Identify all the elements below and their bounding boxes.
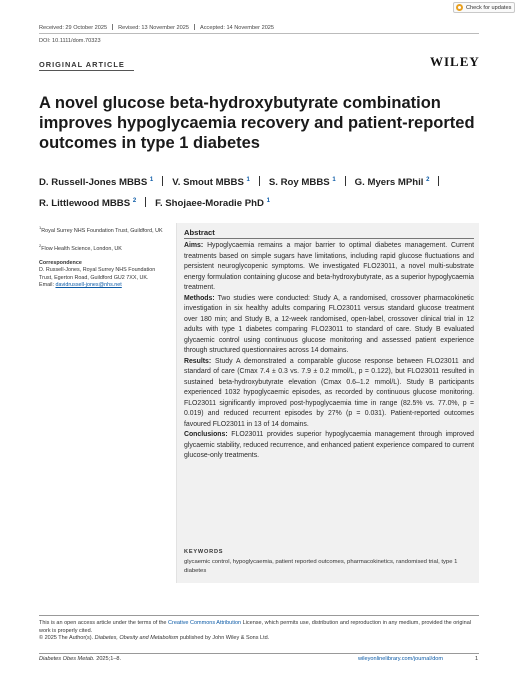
keywords-heading: KEYWORDS <box>184 549 224 555</box>
received-date: Received: 29 October 2025 <box>39 25 108 31</box>
journal-url-link[interactable]: wileyonlinelibrary.com/journal/dom <box>358 656 444 662</box>
correspondence-heading: Correspondence <box>39 260 82 267</box>
header-divider <box>39 33 479 34</box>
author-divider <box>145 197 146 207</box>
license-text: This is an open access article under the terms of the Creative Commons Attribution License, which permits use, distribution and reproduction in any medium, provided the original work is properly cited. <box>39 620 471 634</box>
date-divider <box>112 24 113 30</box>
abstract-methods: Methods: Two studies were conducted: Study A, a randomised, crossover pharmacokinetic investigation in six healthy adults comparing FLO23011 versus standard glucose treatment over 180 min; and Study B, a 12-week randomised, open-label, crossover clinical trial in 12 adults with type 1 diabetes comparing FLO23011 to standard of care. Study B evaluated glycaemic control using continuous glucose monitoring and assessed patient experience through structured questionnaires across 14 domains. <box>184 294 475 354</box>
doi[interactable]: DOI: 10.1111/dom.70323 <box>39 38 101 44</box>
abstract-aims: Aims: Hypoglycaemia remains a major barrier to optimal diabetes management. Current treatments based on simple sugars have limitations, including rapid glucose fluctuations and persistent neuroglycopenic symptoms. We investigated FLO23011, a novel multi-substrate energy formulation containing glucose and beta-hydroxybutyrate, as a superior hypoglycaemia treatment. <box>184 242 474 291</box>
page-number: 1 <box>475 656 479 662</box>
creative-commons-link[interactable]: Creative Commons Attribution <box>168 620 242 626</box>
affiliations <box>39 224 167 296</box>
affiliation-1: $^1$Royal Surrey NHS Foundation Trust, Guildford, UK <box>39 225 163 234</box>
author[interactable]: F. Shojaee-Moradie PhD $^1$ <box>155 198 270 209</box>
author[interactable]: R. Littlewood MBBS $^2$ <box>39 198 137 209</box>
article-title: A novel glucose beta-hydroxybutyrate combination improves hypoglycaemia recovery and patient-reported outcomes in type 1 diabetes <box>39 94 475 152</box>
revised-date: Revised: 13 November 2025 <box>118 25 190 31</box>
author[interactable]: V. Smout MBBS $^1$ <box>172 177 250 188</box>
article-type: ORIGINAL ARTICLE <box>39 60 125 69</box>
check-for-updates-label: Check for updates <box>466 4 512 11</box>
footer-divider <box>39 653 479 654</box>
crossmark-icon <box>456 4 463 11</box>
author-divider <box>259 176 260 186</box>
article-type-underline <box>39 70 134 71</box>
author[interactable]: G. Myers MPhil $^2$ <box>354 177 430 188</box>
author[interactable]: D. Russell-Jones MBBS $^1$ <box>39 177 154 188</box>
author-divider <box>162 176 163 186</box>
keywords-list: glycaemic control, hypoglycaemia, patient reported outcomes, pharmacokinetics, randomised trial, type 1 diabetes <box>184 559 458 574</box>
date-divider <box>194 24 195 30</box>
accepted-date: Accepted: 14 November 2025 <box>200 25 275 31</box>
abstract-conclusions: Conclusions: FLO23011 provides superior hypoglycaemia management through improved glycaemic stability, reduced recurrence, and enhanced patient experience compared to current glucose-only treatments. <box>184 431 474 459</box>
copyright-text: © 2025 The Author(s). Diabetes, Obesity and Metabolism published by John Wiley & Sons Ltd. <box>39 635 270 642</box>
license-divider <box>39 615 479 616</box>
author-list <box>39 171 479 213</box>
correspondence-email-link[interactable]: davidrussell-jones@nhs.net <box>55 282 122 289</box>
abstract-divider <box>184 238 474 239</box>
abstract-heading: Abstract <box>184 228 215 237</box>
abstract-body <box>184 241 474 462</box>
author-divider <box>438 176 439 186</box>
license-notice <box>39 620 479 643</box>
author-divider <box>345 176 346 186</box>
author[interactable]: S. Roy MBBS $^1$ <box>268 177 336 188</box>
correspondence-details: D. Russell-Jones, Royal Surrey NHS Foundation Trust, Egerton Road, Guildford GU2 7XX, UK. Email: davidrussell-jones@nhs.net <box>39 267 156 289</box>
affiliation-2: $^2$Flow Health Science, London, UK <box>39 243 122 252</box>
article-dates <box>39 24 274 31</box>
abstract-results: Results: Study A demonstrated a comparable glucose response between FLO23011 and standard of care (Cmax 7.4 ± 0.3 vs. 7.9 ± 0.2 mmol/L, p = 0.122), but FLO23011 resulted in sustained beta-hydroxybutyrate elevation (Cmax 0.6–1.2 mmol/L). Study B participants experienced 1032 hypoglycaemic episodes, as recorded by continuous glucose monitoring. FLO23011 significantly improved post-hypoglycaemia time in range (82.5% vs. 77.0%, p = 0.019) and reduced recurrent episodes by 27% (p = 0.031). Patient-reported outcomes favoured FLO23011 in 13 of 14 domains. <box>184 357 474 428</box>
journal-citation: Diabetes Obes Metab. 2025;1–8. <box>39 656 122 662</box>
publisher-logo: WILEY <box>430 54 480 69</box>
check-for-updates-button[interactable] <box>453 2 515 13</box>
